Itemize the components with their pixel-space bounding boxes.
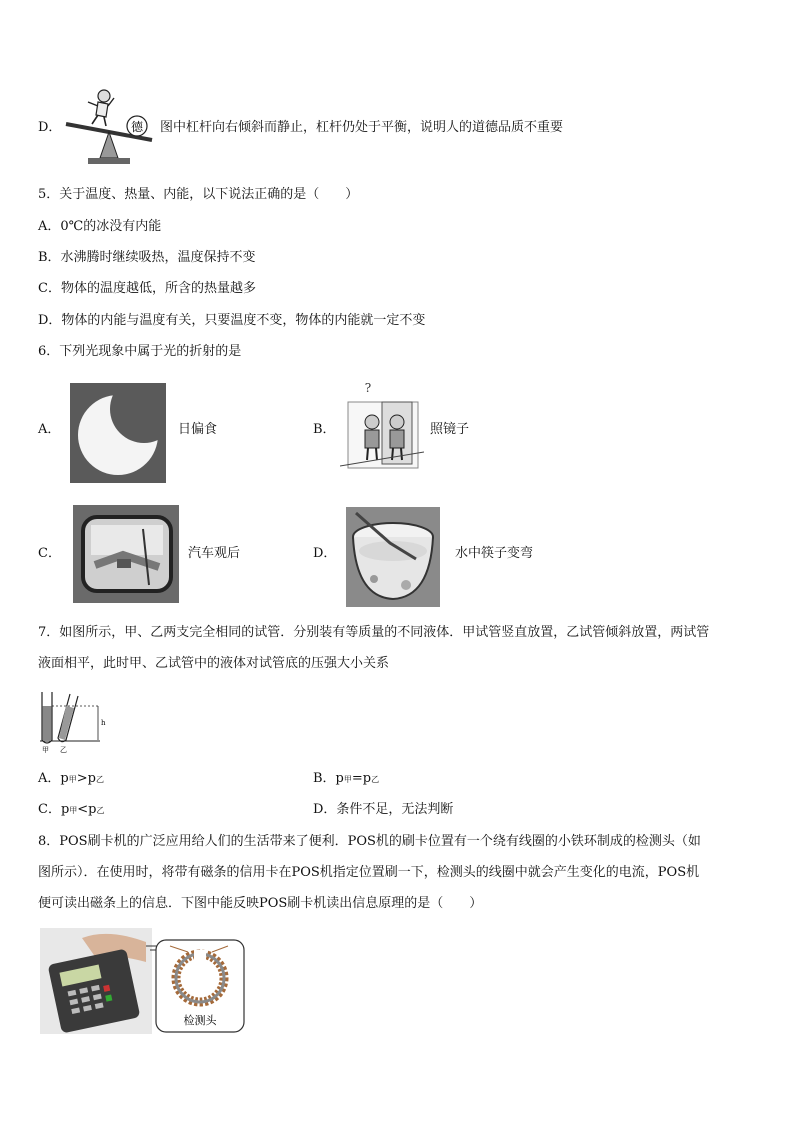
q8-stem-line1: 8．POS刷卡机的广泛应用给人们的生活带来了便利．POS机的刷卡位置有一个绕有线圈的小铁环制成的检测头（如 (38, 834, 701, 849)
q5-option-d: D．物体的内能与温度有关，只要温度不变，物体的内能就一定不变 (38, 313, 426, 328)
lever-morality-figure (62, 84, 157, 174)
q7-option-a-sub2: 乙 (95, 775, 104, 784)
q6-option-c-label: C． (38, 546, 61, 561)
q7-option-a-op: >p (76, 771, 96, 786)
q7-option-c-prefix: C．p (38, 802, 70, 817)
solar-eclipse-image (70, 383, 166, 483)
q7-option-c (38, 802, 105, 819)
q6-option-a-label: A． (38, 422, 61, 437)
figure-label-yi: 乙 (60, 746, 67, 754)
q7-option-b-sub2: 乙 (371, 775, 380, 784)
q7-option-c-op: <p (77, 802, 97, 817)
q7-option-c-sub2: 乙 (96, 806, 105, 815)
q5-option-b: B．水沸腾时继续吸热，温度保持不变 (38, 250, 256, 265)
q7-option-b-sub1: 甲 (343, 775, 352, 784)
q5-stem: 5．关于温度、热量、内能，以下说法正确的是（ ） (38, 187, 359, 202)
mirror-reflection-image (340, 380, 424, 472)
q6-option-c-text: 汽车观后 (188, 546, 241, 561)
q8-stem-line2: 图所示）．在使用时，将带有磁条的信用卡在POS机指定位置刷一下，检测头的线圈中就会产生变化的电流，POS机 (38, 865, 700, 880)
q7-option-b-prefix: B．p (313, 771, 344, 786)
q7-option-c-sub1: 甲 (69, 806, 78, 815)
q8-stem-line3: 便可读出磁条上的信息．下图中能反映POS刷卡机读出信息原理的是（ ） (38, 896, 483, 911)
q4-option-d-label: D． (38, 120, 62, 135)
q5-option-c: C．物体的温度越低，所含的热量越多 (38, 281, 256, 296)
q7-option-d: D．条件不足，无法判断 (313, 802, 454, 817)
q7-stem-line2: 液面相平，此时甲、乙试管中的液体对试管底的压强大小关系 (38, 656, 390, 671)
q6-option-b-label: B． (313, 422, 336, 437)
test-tubes-figure (38, 690, 110, 754)
q7-option-b (313, 771, 379, 788)
q7-option-a-sub1: 甲 (68, 775, 77, 784)
pos-machine-figure (38, 928, 250, 1036)
q6-option-a-text: 日偏食 (178, 422, 218, 437)
chopsticks-in-water-image (346, 507, 440, 607)
svg-text:?: ? (364, 381, 372, 395)
q6-option-b-text: 照镜子 (430, 422, 470, 437)
q6-option-d-text: 水中筷子变弯 (455, 546, 534, 561)
q6-stem: 6．下列光现象中属于光的折射的是 (38, 344, 242, 359)
de-character: 德 (130, 120, 144, 134)
figure-label-h: h (101, 719, 106, 727)
q6-option-d-label: D． (313, 546, 337, 561)
figure-label-jia: 甲 (42, 746, 49, 754)
q7-option-a-prefix: A．p (38, 771, 69, 786)
q5-option-a: A．0℃的冰没有内能 (38, 219, 162, 234)
detector-head-caption: 检测头 (183, 1014, 217, 1027)
q7-stem-line1: 7．如图所示，甲、乙两支完全相同的试管．分别装有等质量的不同液体．甲试管竖直放置，乙试管倾斜放置，两试管 (38, 625, 710, 640)
q7-option-a (38, 771, 104, 788)
car-rearview-mirror-image (73, 505, 179, 603)
q4-option-d-text: 图中杠杆向右倾斜而静止，杠杆仍处于平衡，说明人的道德品质不重要 (160, 120, 564, 135)
q7-option-b-op: =p (351, 771, 372, 786)
